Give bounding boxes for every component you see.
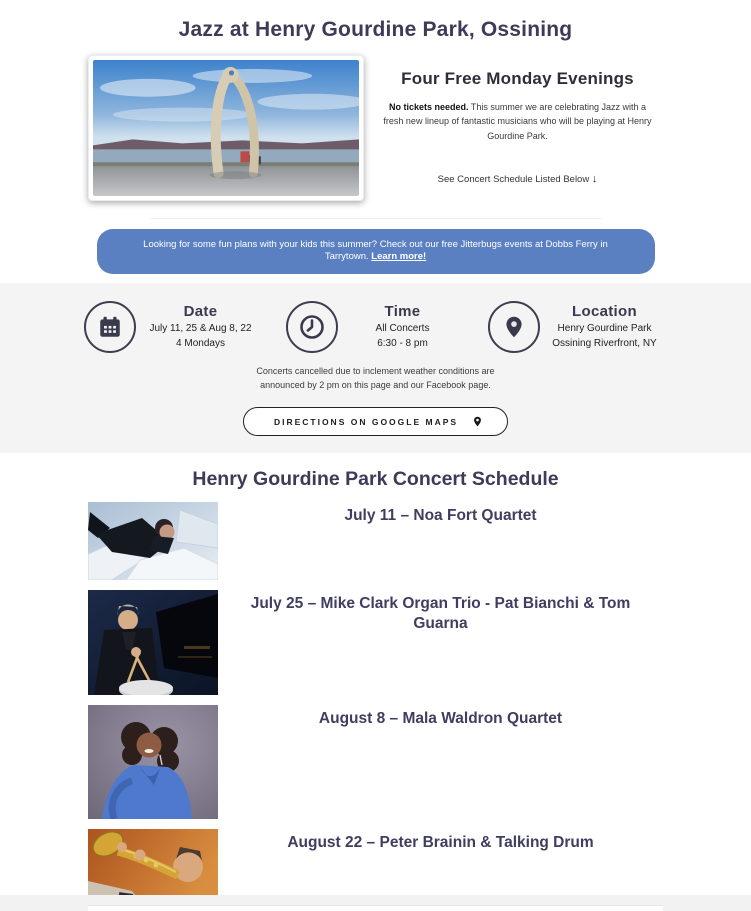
concert-title: August 22 – Peter Brainin & Talking Drum <box>287 834 594 852</box>
date-line-2: 4 Mondays <box>176 338 225 350</box>
date-line-1: July 11, 25 & Aug 8, 22 <box>149 322 252 334</box>
calendar-icon-circle <box>84 301 136 353</box>
event-info-band <box>0 283 751 454</box>
promo-banner-text: Looking for some fun plans with your kids this summer? Check out our free Jitterbugs events at Dobbs Ferry in Tarrytown. <box>143 239 608 263</box>
time-line-1: All Concerts <box>375 322 430 334</box>
map-pin-icon <box>501 314 527 340</box>
footer-inner <box>88 905 663 911</box>
footer-strip <box>0 895 751 911</box>
mike-clark-photo <box>88 590 218 695</box>
location-line-2: Ossining Riverfront, NY <box>552 338 657 350</box>
hero-section <box>88 55 663 201</box>
hero-intro-rest: This summer we are celebrating Jazz with a fresh new lineup of fantastic musicians who will be playing at Henry Gourdine Park. <box>383 102 652 141</box>
park-arch-photo <box>93 60 359 196</box>
location-line-1: Henry Gourdine Park <box>557 322 652 334</box>
date-title: Date <box>183 302 218 320</box>
see-schedule-label: See Concert Schedule Listed Below <box>437 174 590 186</box>
map-pin-icon <box>472 415 483 428</box>
hero-photo-frame <box>88 55 364 201</box>
footer-divider <box>88 905 663 906</box>
concert-row-july-25 <box>88 590 663 695</box>
hero-intro-bold: No tickets needed. <box>389 102 469 112</box>
clock-icon <box>298 313 326 341</box>
time-title: Time <box>384 302 421 320</box>
mala-waldron-photo <box>88 705 218 819</box>
promo-banner <box>97 229 655 274</box>
concert-title: July 11 – Noa Fort Quartet <box>344 507 537 525</box>
weather-note-line-1: Concerts cancelled due to inclement weather conditions are <box>256 365 495 376</box>
map-pin-icon-circle <box>488 301 540 353</box>
clock-icon-circle <box>286 301 338 353</box>
info-item-date <box>84 301 264 353</box>
noa-fort-photo <box>88 502 218 580</box>
info-item-location <box>488 301 668 353</box>
time-line-2: 6:30 - 8 pm <box>377 338 428 350</box>
learn-more-link[interactable]: Learn more! <box>371 251 427 263</box>
see-schedule-link[interactable] <box>438 173 598 185</box>
section-divider <box>151 218 601 219</box>
page-title: Jazz at Henry Gourdine Park, Ossining <box>178 18 573 41</box>
schedule-heading: Henry Gourdine Park Concert Schedule <box>192 468 559 491</box>
concert-title: August 8 – Mala Waldron Quartet <box>318 710 563 728</box>
concert-row-august-8 <box>88 705 663 819</box>
hero-text-block <box>364 55 663 201</box>
concert-title: July 25 – Mike Clark Organ Trio - Pat Bianchi & Tom Guarna <box>250 595 631 632</box>
directions-google-maps-button[interactable] <box>243 407 508 436</box>
weather-note <box>0 364 751 393</box>
location-title: Location <box>572 302 637 320</box>
info-item-time <box>286 301 466 353</box>
hero-heading: Four Free Monday Evenings <box>401 69 634 88</box>
calendar-icon <box>97 314 123 340</box>
concert-list <box>88 502 663 911</box>
directions-button-label: DIRECTIONS ON GOOGLE MAPS <box>273 416 459 427</box>
hero-intro <box>382 100 654 143</box>
weather-note-line-2: announced by 2 pm on this page and our Facebook page. <box>260 380 491 391</box>
arrow-down-icon: ↓ <box>591 173 598 186</box>
concert-row-july-11 <box>88 502 663 580</box>
